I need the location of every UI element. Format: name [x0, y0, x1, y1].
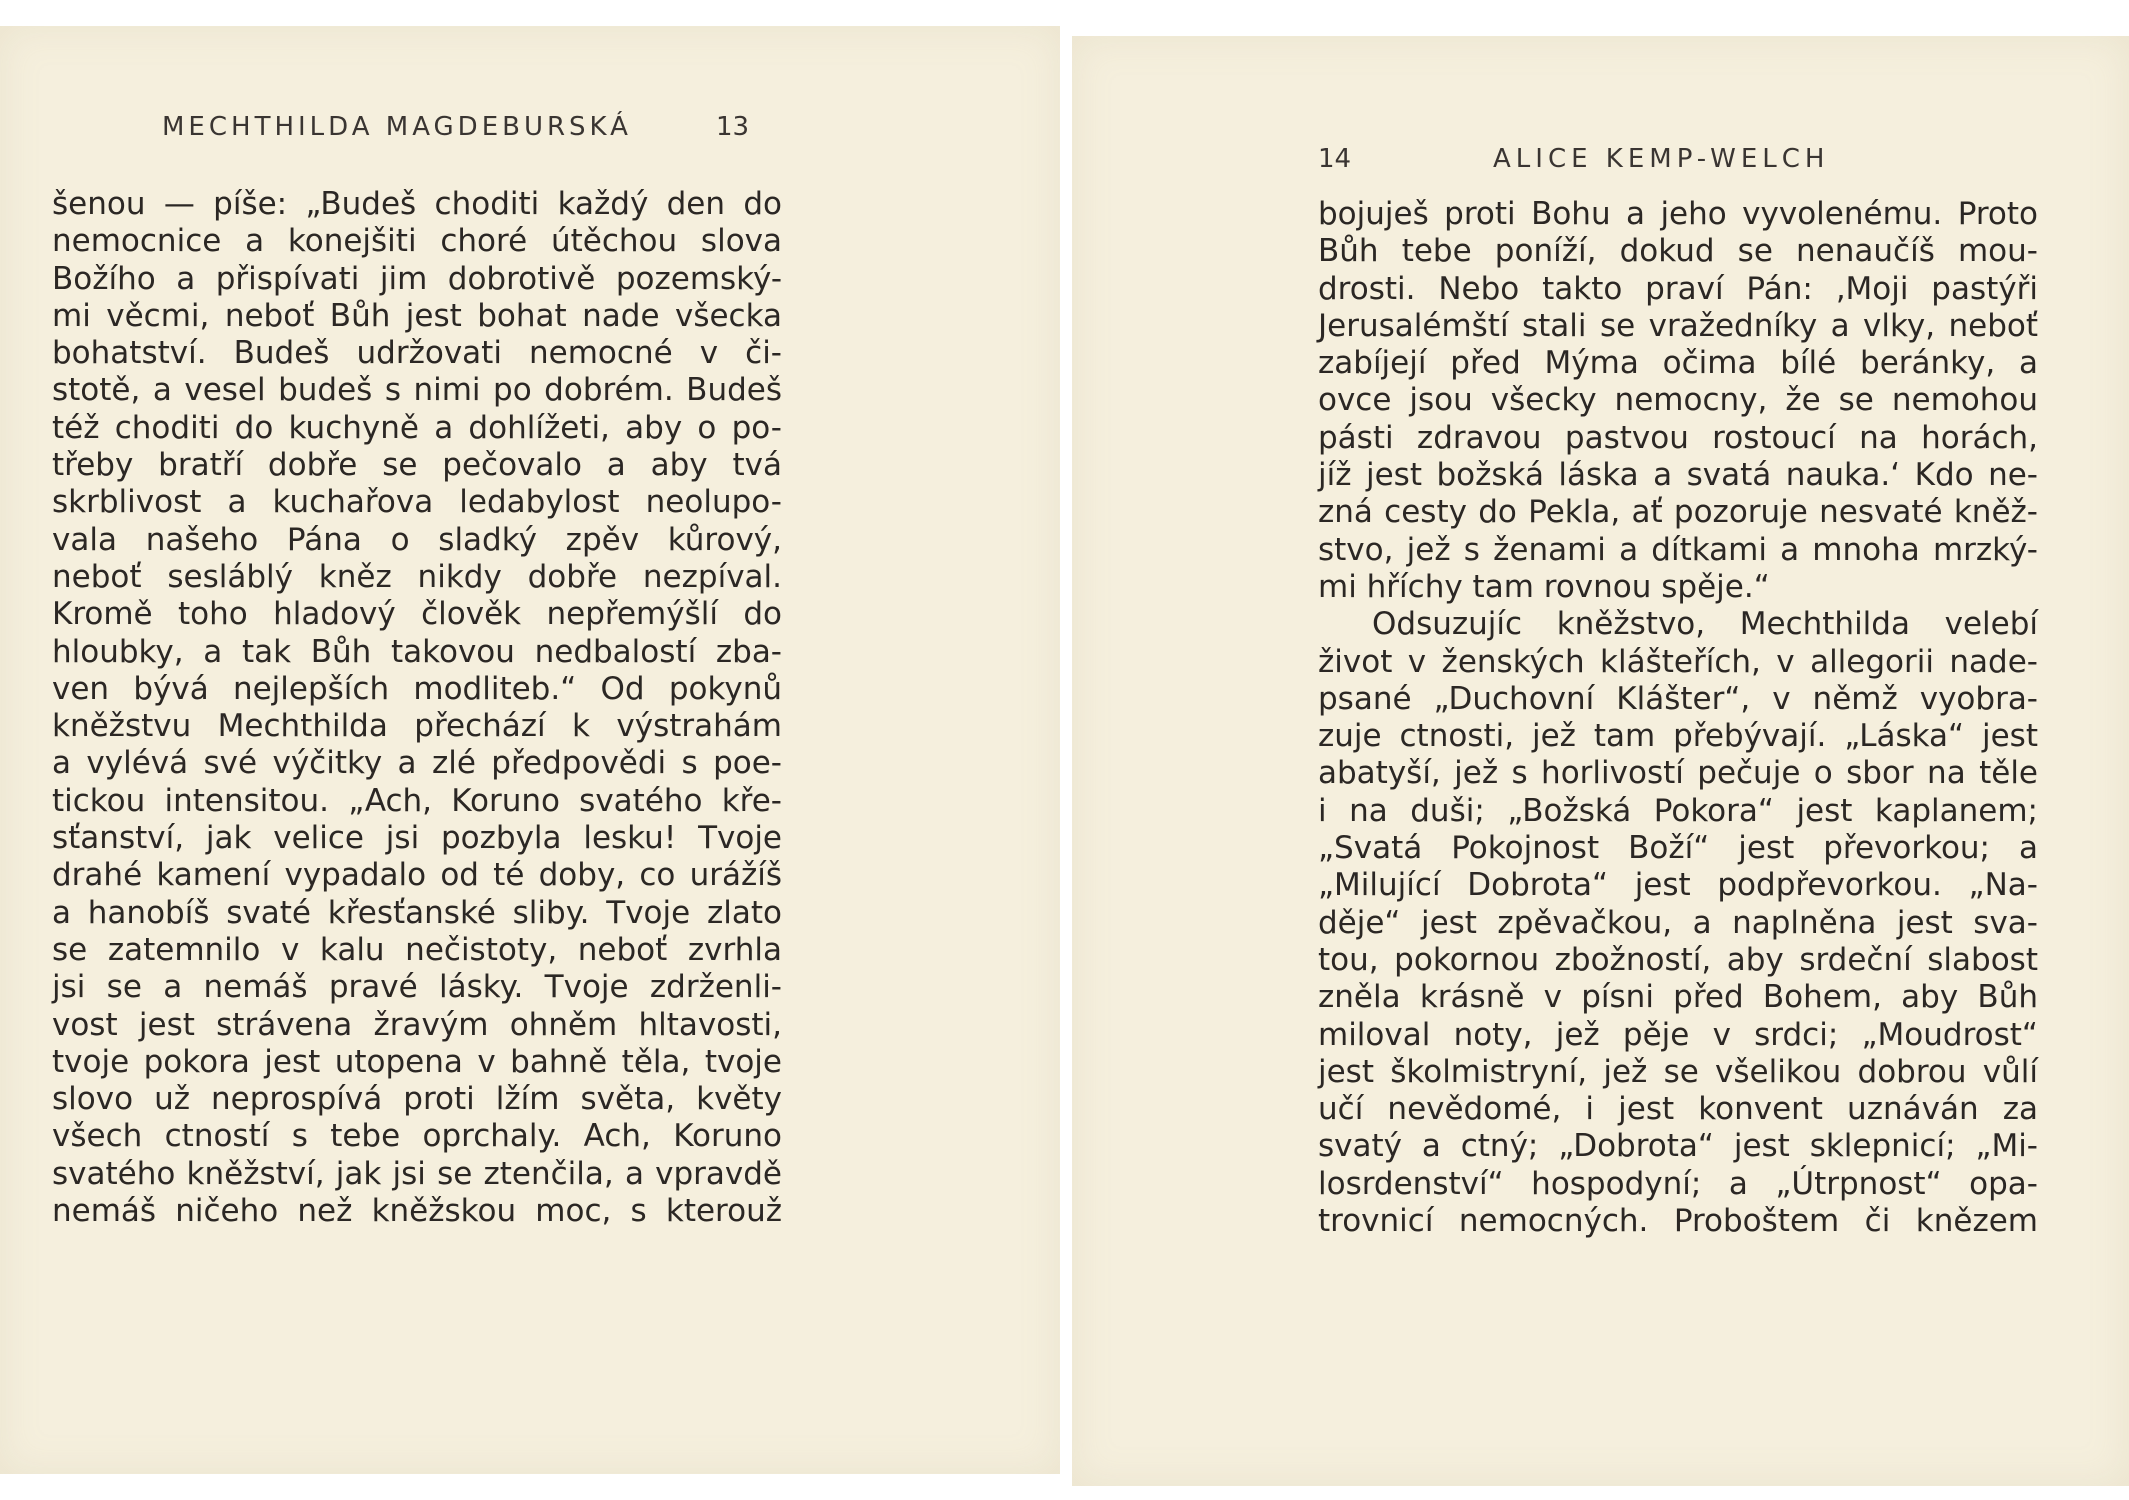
text-line: sťanství, jak velice jsi pozbyla lesku! Tvoje: [52, 820, 782, 857]
text-line: mi věcmi, neboť Bůh jest bohat nade všecka: [52, 297, 782, 334]
text-line: a vylévá své výčitky a zlé předpovědi s poe-: [52, 745, 782, 782]
text-line: kněžstvu Mechthilda přechází k výstrahám: [52, 708, 782, 745]
text-line: „Svatá Pokojnost Boží“ jest převorkou; a: [1318, 830, 2038, 867]
text-line: třeby bratří dobře se pečovalo a aby tvá: [52, 447, 782, 484]
text-line: též choditi do kuchyně a dohlížeti, aby o po-: [52, 409, 782, 446]
text-line: ovce jsou všecky nemocny, že se nemohou: [1318, 382, 2038, 419]
text-line: nemocnice a konejšiti choré útěchou slova: [52, 223, 782, 260]
text-line: i na duši; „Božská Pokora“ jest kaplanem;: [1318, 792, 2038, 829]
text-line: jíž jest božská láska a svatá nauka.‘ Kdo ne-: [1318, 457, 2038, 494]
text-line: vala našeho Pána o sladký zpěv kůrový,: [52, 521, 782, 558]
text-line: losrdenství“ hospodyní; a „Útrpnost“ opa-: [1318, 1165, 2038, 1202]
text-line: stvo, jež s ženami a dítkami a mnoha mrzký-: [1318, 531, 2038, 568]
left-running-head: MECHTHILDA MAGDEBURSKÁ: [162, 112, 632, 142]
text-line: Bůh tebe poníží, dokud se nenaučíš mou-: [1318, 233, 2038, 270]
text-line: zuje ctnosti, jež tam přebývají. „Láska“ jest: [1318, 718, 2038, 755]
text-line: tvoje pokora jest utopena v bahně těla, tvoje: [52, 1043, 782, 1080]
text-line: zná cesty do Pekla, ať pozoruje nesvaté kněž-: [1318, 494, 2038, 531]
text-line: Kromě toho hladový člověk nepřemýšlí do: [52, 596, 782, 633]
text-line: drosti. Nebo takto praví Pán: ‚Moji pastýři: [1318, 270, 2038, 307]
text-line: jest školmistryní, jež se všelikou dobrou vůlí: [1318, 1053, 2038, 1090]
text-line: a hanobíš svaté křesťanské sliby. Tvoje zlato: [52, 894, 782, 931]
text-line: bohatství. Budeš udržovati nemocné v či-: [52, 335, 782, 372]
text-line: trovnicí nemocných. Proboštem či knězem: [1318, 1203, 2038, 1240]
text-line: tou, pokornou zbožností, aby srdeční slabost: [1318, 941, 2038, 978]
text-line: neboť sesláblý kněz nikdy dobře nezpíval.: [52, 558, 782, 595]
right-page-number: 14: [1318, 144, 1352, 174]
text-line: šenou — píše: „Budeš choditi každý den do: [52, 186, 782, 222]
text-line: Božího a přispívati jim dobrotivě pozemský-: [52, 260, 782, 297]
text-line: miloval noty, jež pěje v srdci; „Moudrost“: [1318, 1016, 2038, 1053]
text-line: zněla krásně v písni před Bohem, aby Bůh: [1318, 979, 2038, 1016]
text-line: abatyší, jež s horlivostí pečuje o sbor na těle: [1318, 755, 2038, 792]
text-line: se zatemnilo v kalu nečistoty, neboť zvrhla: [52, 931, 782, 968]
text-line: život v ženských klášteřích, v allegorii nade-: [1318, 643, 2038, 680]
text-line: bojuješ proti Bohu a jeho vyvolenému. Proto: [1318, 196, 2038, 232]
right-body-text: [1318, 196, 2038, 1240]
right-running-head: ALICE KEMP-WELCH: [1493, 144, 1830, 174]
text-line: skrblivost a kuchařova ledabylost neolupo-: [52, 484, 782, 521]
left-page-number: 13: [716, 112, 750, 142]
text-line: mi hříchy tam rovnou spěje.“: [1318, 568, 1770, 605]
text-line: děje“ jest zpěvačkou, a naplněna jest sva-: [1318, 904, 2038, 941]
text-line: „Milující Dobrota“ jest podpřevorkou. „Na-: [1318, 867, 2038, 904]
text-line: ven bývá nejlepších modliteb.“ Od pokynů: [52, 670, 782, 707]
text-line: všech ctností s tebe oprchaly. Ach, Koruno: [52, 1118, 782, 1155]
text-line: drahé kamení vypadalo od té doby, co urážíš: [52, 857, 782, 894]
text-line: tickou intensitou. „Ach, Koruno svatého kře-: [52, 782, 782, 819]
text-line: Odsuzujíc kněžstvo, Mechthilda velebí: [1372, 606, 2038, 643]
text-line: nemáš ničeho než kněžskou moc, s kterouž: [52, 1193, 782, 1230]
text-line: vost jest strávena žravým ohněm hltavosti,: [52, 1006, 782, 1043]
text-line: slovo už neprospívá proti lžím světa, květy: [52, 1081, 782, 1118]
text-line: pásti zdravou pastvou rostoucí na horách,: [1318, 419, 2038, 456]
text-line: stotě, a vesel budeš s nimi po dobrém. Budeš: [52, 372, 782, 409]
text-line: svatého kněžství, jak jsi se ztenčila, a vpravdě: [52, 1155, 782, 1192]
text-line: svatý a ctný; „Dobrota“ jest sklepnicí; „Mi-: [1318, 1128, 2038, 1165]
text-line: psané „Duchovní Klášter“, v němž vyobra-: [1318, 680, 2038, 717]
text-line: jsi se a nemáš pravé lásky. Tvoje zdrženli-: [52, 969, 782, 1006]
left-body-text: [52, 186, 782, 1230]
text-line: Jerusalémští stali se vražedníky a vlky, neboť: [1318, 307, 2038, 344]
text-line: hloubky, a tak Bůh takovou nedbalostí zba-: [52, 633, 782, 670]
text-line: zabíjejí před Mýma očima bílé beránky, a: [1318, 345, 2038, 382]
text-line: učí nevědomé, i jest konvent uznáván za: [1318, 1091, 2038, 1128]
